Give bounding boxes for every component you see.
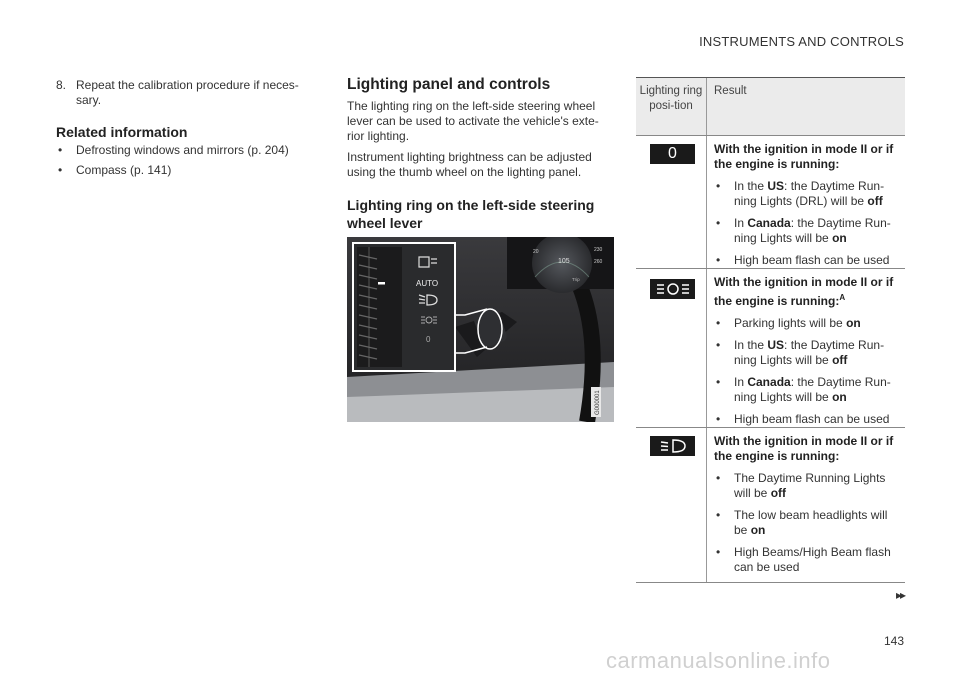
lighting-ring-illustration [347, 237, 614, 422]
row-intro: With the ignition in mode II or if the engine is running: [714, 142, 894, 171]
lighting-ring-table [636, 77, 905, 583]
row-intro: With the ignition in mode II or if the engine is running:$^A$ [714, 275, 894, 308]
section-title: Lighting panel and controls [347, 76, 551, 93]
col-header-result: Result [714, 85, 747, 97]
page-number: 143 [883, 634, 904, 648]
table-row [636, 428, 905, 583]
related-link-compass[interactable]: • Compass (p. 141) [58, 163, 172, 177]
list-item: • In Canada: the Daytime Run-ning Lights will be on [716, 216, 891, 245]
list-item: • In the US: the Daytime Run-ning Lights (DRL) will be off [716, 179, 885, 208]
continue-arrows-icon: ▸▸ [895, 588, 904, 602]
step-item [56, 78, 306, 108]
related-heading: Related information [56, 124, 188, 140]
paragraph-instrument-brightness: Instrument lighting brightness can be adjusted using the thumb wheel on the lighting panel. [347, 150, 592, 179]
auto-label: AUTO [416, 279, 439, 288]
related-link-label: Compass (p. 141) [76, 163, 172, 177]
related-link-label: Defrosting windows and mirrors (p. 204) [76, 143, 289, 157]
middle-column [347, 76, 607, 232]
list-item: • High Beams/High Beam flash can be used [716, 545, 891, 574]
table-header [636, 78, 905, 136]
row-intro: With the ignition in mode II or if the engine is running: [714, 434, 894, 463]
list-item: • The Daytime Running Lights will be off [716, 471, 886, 500]
low-beam-icon [650, 436, 695, 456]
lighting-ring-figure [347, 237, 614, 422]
left-column [56, 78, 306, 183]
table-row [636, 269, 905, 428]
list-item: • High beam flash can be used [716, 253, 890, 267]
footnote-marker: A [839, 293, 846, 302]
list-item: • Parking lights will be on [716, 316, 861, 330]
zero-position-icon: 0 [650, 144, 695, 164]
paragraph-lighting-ring: The lighting ring on the left-side steering wheel lever can be used to activate the vehicle's exte-rior lighting. [347, 99, 599, 143]
gauge-number-20: 20 [533, 249, 539, 255]
related-link-defrosting[interactable]: • Defrosting windows and mirrors (p. 204) [58, 143, 289, 157]
trip-label: Trip [572, 277, 580, 282]
step-text: Repeat the calibration procedure if neces-sary. [76, 78, 299, 107]
list-item: • High beam flash can be used [716, 412, 890, 426]
list-item: • In Canada: the Daytime Run-ning Lights will be on [716, 375, 891, 404]
gauge-number-230: 230 [594, 247, 603, 253]
step-number: 8. [56, 78, 67, 92]
gauge-number-105: 105 [558, 258, 570, 265]
list-item: • The low beam headlights will be on [716, 508, 888, 537]
watermark: carmanualsonline.info [606, 648, 831, 673]
figure-code: G000001 [595, 390, 601, 415]
zero-label: 0 [426, 335, 431, 344]
col-header-position: Lighting ring posi-tion [639, 85, 703, 112]
subheading-lighting-ring: Lighting ring on the left-side steering wheel lever [347, 197, 595, 231]
list-item: • In the US: the Daytime Run-ning Lights will be off [716, 338, 885, 367]
section-header: INSTRUMENTS AND CONTROLS [699, 34, 904, 49]
table-row [636, 136, 905, 269]
gauge-number-260: 260 [594, 259, 603, 265]
parking-lights-icon [650, 279, 695, 299]
